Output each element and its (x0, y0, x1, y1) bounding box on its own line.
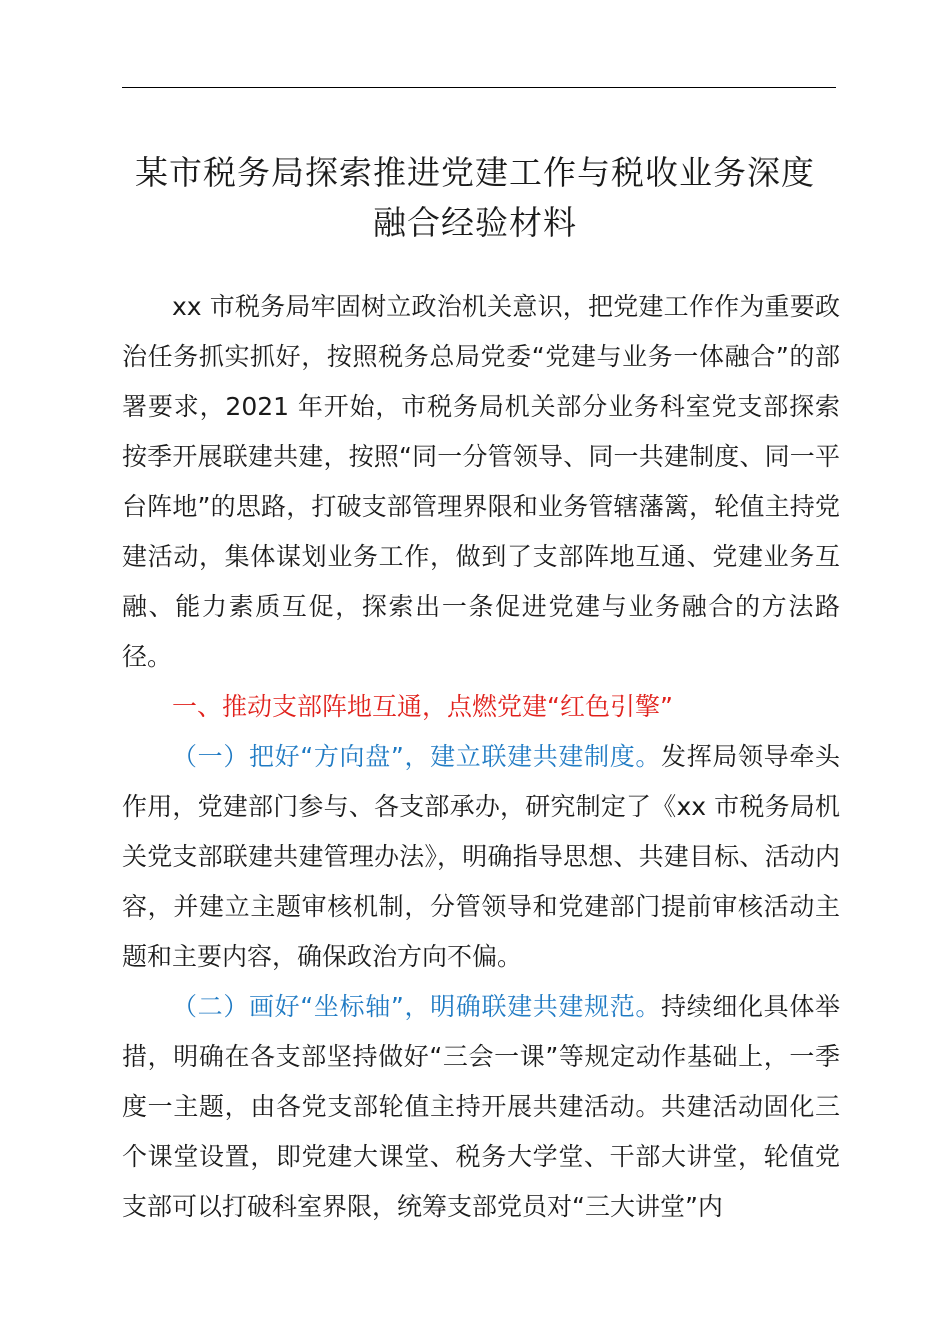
section-heading-1: 一、推动支部阵地互通，点燃党建“红色引擎” (172, 692, 673, 721)
subsection-lead-1: （一）把好“方向盘”，建立联建共建制度。 (172, 742, 662, 771)
title-line-1: 某市税务局探索推进党建工作与税收业务深度 (135, 153, 815, 192)
header-rule (122, 87, 836, 88)
document-body (122, 282, 840, 1232)
subsection-paragraph-1 (122, 732, 840, 982)
subsection-body-2: 持续细化具体举措，明确在各支部坚持做好“三会一课”等规定动作基础上，一季度一主题，由各党支部轮值主持开展共建活动。共建活动固化三个课堂设置，即党建大课堂、税务大学堂、干部大讲堂，轮值党支部可以打破科室界限，统筹支部党员对“三大讲堂”内 (122, 992, 840, 1221)
subsection-body-1: 发挥局领导牵头作用，党建部门参与、各支部承办，研究制定了《xx 市税务局机关党支部联建共建管理办法》，明确指导思想、共建目标、活动内容，并建立主题审核机制，分管领导和党建部门提前审核活动主题和主要内容，确保政治方向不偏。 (122, 742, 840, 971)
title-line-2: 融合经验材料 (373, 203, 577, 242)
intro-paragraph: xx 市税务局牢固树立政治机关意识，把党建工作作为重要政治任务抓实抓好，按照税务总局党委“党建与业务一体融合”的部署要求，2021 年开始，市税务局机关部分业务科室党支部探索按季开展联建共建，按照“同一分管领导、同一共建制度、同一平台阵地”的思路，打破支部管理界限和业务管辖藩篱，轮值主持党建活动，集体谋划业务工作，做到了支部阵地互通、党建业务互融、能力素质互促，探索出一条促进党建与业务融合的方法路径。 (122, 292, 840, 671)
subsection-lead-2: （二）画好“坐标轴”，明确联建共建规范。 (172, 992, 662, 1021)
subsection-paragraph-2 (122, 982, 840, 1232)
document-title (110, 148, 840, 248)
